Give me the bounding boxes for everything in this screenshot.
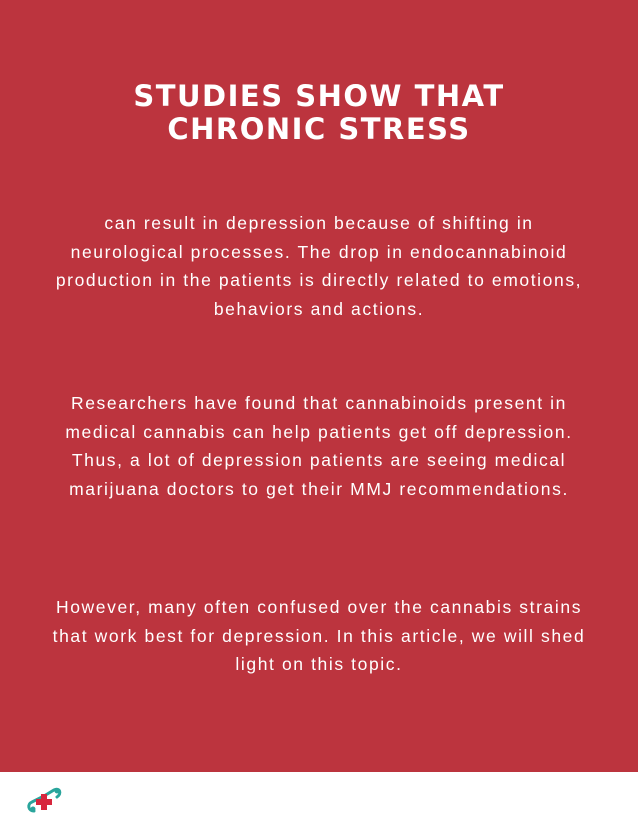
- paragraph-3: However, many often confused over the cannabis strains that work best for depression. In this article, we will shed light on this topic.: [52, 597, 586, 675]
- heading-line-2: CHRONIC STRESS: [167, 112, 471, 146]
- heading-line-1: STUDIES SHOW THAT: [133, 79, 505, 113]
- medical-cross-loop-logo-icon: [24, 782, 64, 818]
- paragraph-1: can result in depression because of shifting in neurological processes. The drop in endocannabinoid production in the patients is directly related to emotions, behaviors and actions.: [55, 213, 583, 319]
- page-heading: [0, 80, 638, 146]
- paragraph-2: Researchers have found that cannabinoids present in medical cannabis can help patients get off depression. Thus, a lot of depression patients are seeing medical marijuana doctors to get their MMJ recommendations.: [65, 393, 573, 499]
- page-footer: [0, 772, 638, 826]
